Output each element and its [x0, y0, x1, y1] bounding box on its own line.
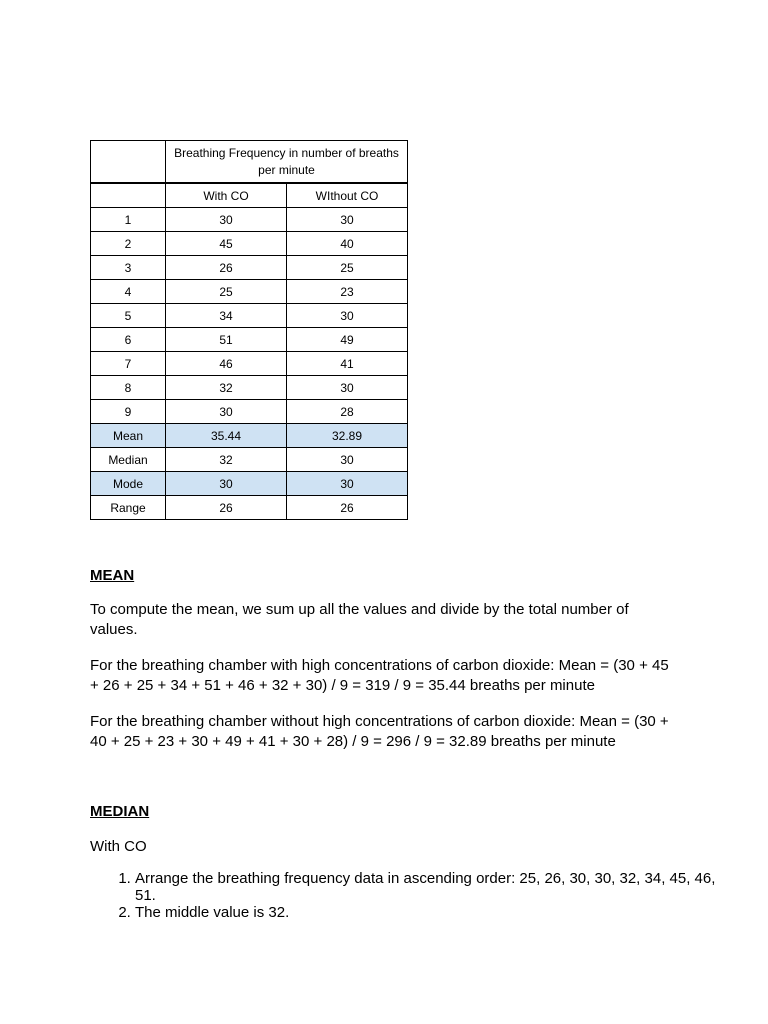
- mean-heading: MEAN: [90, 567, 135, 584]
- table-group-header-row: [91, 141, 408, 184]
- table-row: [91, 376, 408, 400]
- table-corner-cell: [91, 141, 166, 184]
- row-label: 3: [91, 256, 166, 280]
- cell-with-co: 25: [166, 280, 287, 304]
- row-label: 1: [91, 208, 166, 232]
- row-label: 9: [91, 400, 166, 424]
- cell-without-co: 30: [287, 376, 408, 400]
- cell-without-co: 40: [287, 232, 408, 256]
- row-label: 6: [91, 328, 166, 352]
- cell-without-co: 30: [287, 472, 408, 496]
- row-label: Median: [91, 448, 166, 472]
- cell-without-co: 32.89: [287, 424, 408, 448]
- table-row-median: [91, 448, 408, 472]
- cell-with-co: 46: [166, 352, 287, 376]
- mean-with-co-paragraph: For the breathing chamber with high concentrations of carbon dioxide: Mean = (30 + 45 + 26 + 25 + 34 + 51 + 46 + 32 + 30) / 9 = 319 / 9 = 35.44 breaths per minute: [90, 657, 669, 694]
- breathing-frequency-table: [90, 140, 408, 520]
- median-with-co-subheading: With CO: [90, 838, 147, 855]
- cell-with-co: 30: [166, 400, 287, 424]
- cell-with-co: 32: [166, 376, 287, 400]
- cell-with-co: 35.44: [166, 424, 287, 448]
- table-row: [91, 400, 408, 424]
- cell-without-co: 41: [287, 352, 408, 376]
- table-row: [91, 352, 408, 376]
- table-row: [91, 328, 408, 352]
- row-label: 5: [91, 304, 166, 328]
- table-empty-header-cell: [91, 183, 166, 208]
- cell-with-co: 26: [166, 496, 287, 520]
- list-item: 1. Arrange the breathing frequency data in ascending order: 25, 26, 30, 30, 32, 34, 45, 46, 51.: [135, 870, 725, 904]
- row-label: 8: [91, 376, 166, 400]
- cell-without-co: 26: [287, 496, 408, 520]
- cell-without-co: 30: [287, 304, 408, 328]
- list-item: 2. The middle value is 32.: [135, 904, 725, 921]
- cell-with-co: 45: [166, 232, 287, 256]
- table-row-mode: [91, 472, 408, 496]
- table-column-header-row: [91, 183, 408, 208]
- row-label: Range: [91, 496, 166, 520]
- cell-with-co: 26: [166, 256, 287, 280]
- table-row: [91, 208, 408, 232]
- cell-with-co: 30: [166, 472, 287, 496]
- cell-without-co: 25: [287, 256, 408, 280]
- cell-without-co: 30: [287, 448, 408, 472]
- cell-without-co: 23: [287, 280, 408, 304]
- table-row-range: [91, 496, 408, 520]
- cell-with-co: 34: [166, 304, 287, 328]
- row-label: 7: [91, 352, 166, 376]
- cell-with-co: 51: [166, 328, 287, 352]
- median-heading: MEDIAN: [90, 803, 150, 820]
- cell-without-co: 30: [287, 208, 408, 232]
- table-row: [91, 304, 408, 328]
- table-row: [91, 256, 408, 280]
- table-row: [91, 280, 408, 304]
- mean-without-co-paragraph: For the breathing chamber without high concentrations of carbon dioxide: Mean = (30 + 40 + 25 + 23 + 30 + 49 + 41 + 30 + 28) / 9 = 296 / 9 = 32.89 breaths per minute: [90, 713, 669, 750]
- row-label: Mode: [91, 472, 166, 496]
- cell-without-co: 28: [287, 400, 408, 424]
- row-label: 4: [91, 280, 166, 304]
- row-label: Mean: [91, 424, 166, 448]
- row-label: 2: [91, 232, 166, 256]
- column-header-with-co: With CO: [166, 183, 287, 208]
- median-steps-list: [90, 870, 725, 921]
- table-row-mean: [91, 424, 408, 448]
- cell-without-co: 49: [287, 328, 408, 352]
- column-header-without-co: WIthout CO: [287, 183, 408, 208]
- table-group-header: Breathing Frequency in number of breaths per minute: [166, 141, 408, 184]
- cell-with-co: 30: [166, 208, 287, 232]
- cell-with-co: 32: [166, 448, 287, 472]
- mean-intro-paragraph: To compute the mean, we sum up all the values and divide by the total number of values.: [90, 601, 629, 638]
- table-row: [91, 232, 408, 256]
